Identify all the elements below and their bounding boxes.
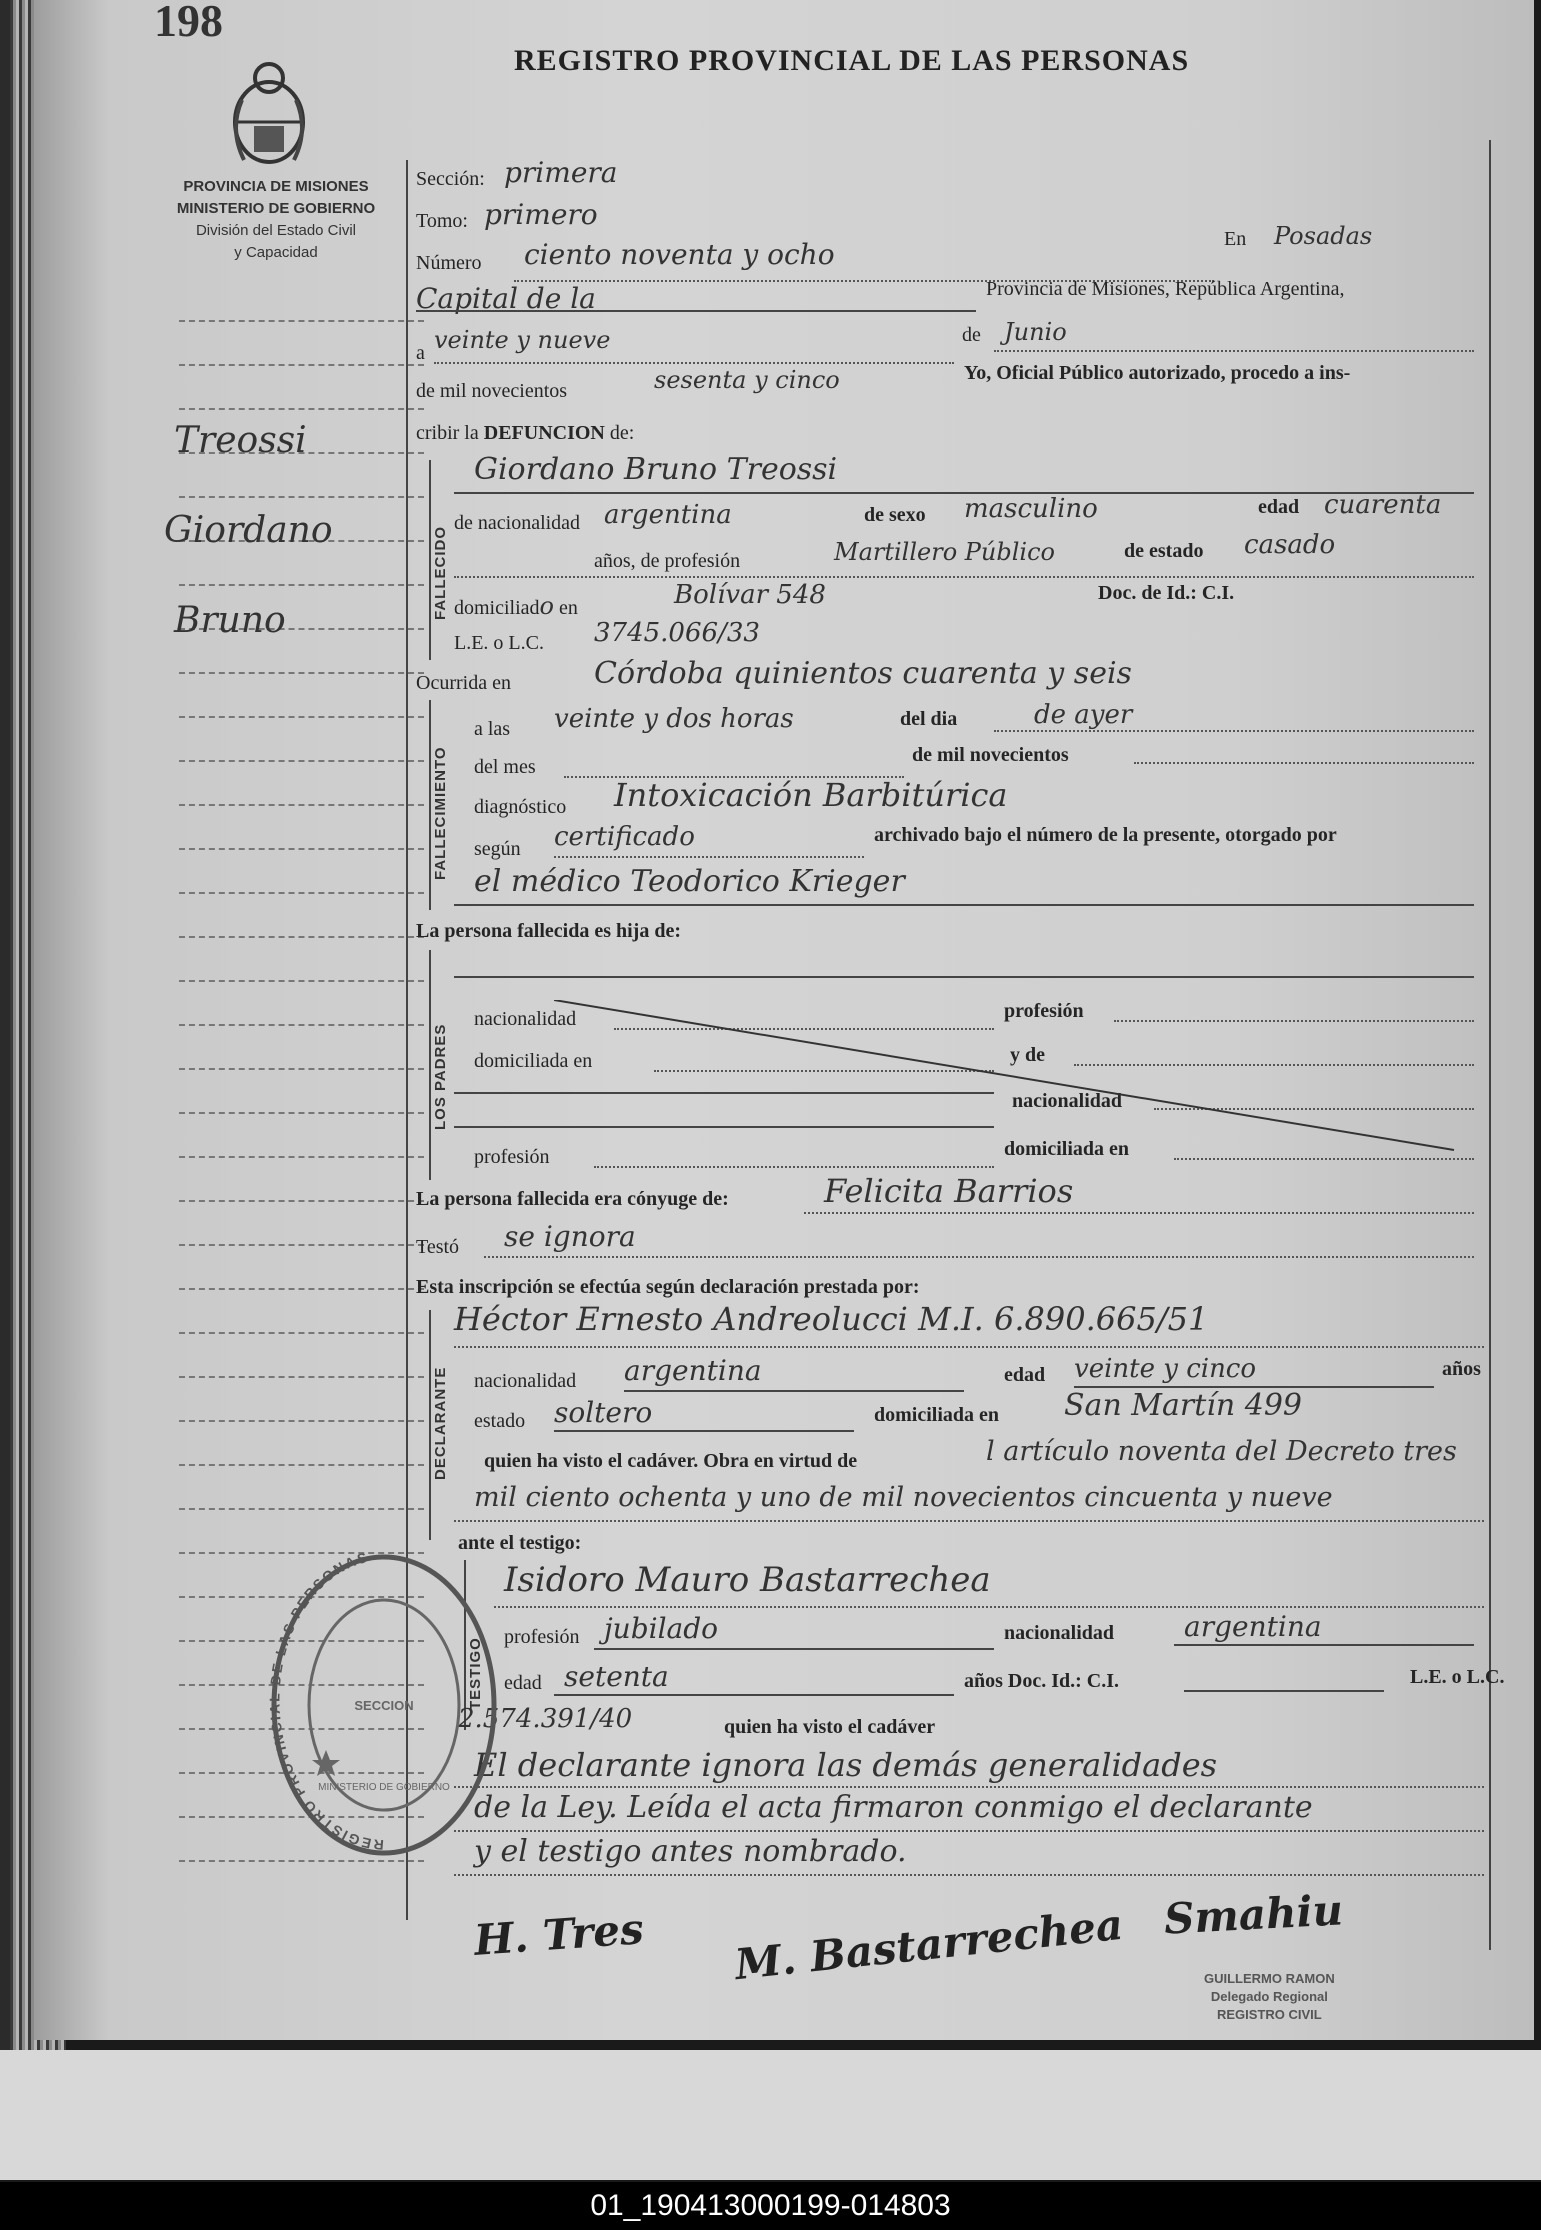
mil-line bbox=[1134, 762, 1474, 764]
le-value: 3745.066/33 bbox=[594, 618, 760, 648]
a-las-label: a las bbox=[474, 718, 511, 740]
a-label: a bbox=[416, 342, 425, 364]
del-mes-label: del mes bbox=[474, 756, 536, 778]
ministry-name: MINISTERIO DE GOBIERNO bbox=[176, 200, 376, 217]
obs-line-b bbox=[454, 1830, 1484, 1832]
testigo-profesion-label: profesión bbox=[504, 1626, 580, 1648]
official-stamp-line-3: REGISTRO CIVIL bbox=[1216, 2007, 1322, 2022]
domicilio-en-label: en bbox=[559, 597, 578, 619]
cancel-strike-line bbox=[554, 1000, 1474, 1160]
seal-inner-text: SECCION bbox=[354, 1698, 414, 1713]
le-label: L.E. o L.C. bbox=[454, 632, 544, 654]
padres-section-label: LOS PADRES bbox=[432, 1023, 449, 1130]
declarante-edad-value: veinte y cinco bbox=[1074, 1354, 1257, 1384]
estado-value: casado bbox=[1244, 530, 1336, 560]
testo-value: se ignora bbox=[504, 1220, 636, 1253]
madre-profesion-line bbox=[594, 1166, 994, 1168]
image-id-caption: 01_190413000199-014803 bbox=[0, 2182, 1541, 2230]
padres-bracket bbox=[429, 950, 431, 1180]
tomo-value: primero bbox=[484, 198, 598, 231]
margin-rule-line bbox=[179, 1024, 424, 1026]
ocurrida-label: Ocurrida en bbox=[416, 672, 511, 694]
sexo-value: masculino bbox=[964, 494, 1098, 524]
diagnostico-label: diagnóstico bbox=[474, 796, 567, 818]
testigo-quien-text: quien ha visto el cadáver bbox=[724, 1716, 936, 1738]
ante-testigo-label: ante el testigo: bbox=[458, 1532, 582, 1554]
declarante-quien-text: quien ha visto el cadáver. Obra en virtud de bbox=[484, 1450, 858, 1472]
margin-rule-line bbox=[179, 760, 424, 762]
diagnostico-value: Intoxicación Barbitúrica bbox=[614, 776, 1008, 814]
edad-value: cuarenta bbox=[1324, 490, 1442, 520]
margin-rule-line bbox=[179, 1112, 424, 1114]
declarante-obra-value-2: mil ciento ochenta y uno de mil novecientos cincuenta y nueve bbox=[474, 1482, 1333, 1513]
del-dia-label: del dia bbox=[900, 708, 958, 730]
margin-rule-line bbox=[179, 408, 424, 410]
declarante-obra-line bbox=[454, 1520, 1484, 1522]
en-value: Posadas bbox=[1274, 222, 1373, 250]
declarante-nacionalidad-value: argentina bbox=[624, 1354, 762, 1387]
margin-rule-line bbox=[179, 584, 424, 586]
testigo-le-value: 2.574.391/40 bbox=[458, 1704, 633, 1734]
declarante-anios-label: años bbox=[1442, 1358, 1481, 1380]
conyuge-line bbox=[804, 1212, 1474, 1214]
declarante-name-value: Héctor Ernesto Andreolucci M.I. 6.890.665/51 bbox=[454, 1300, 1209, 1338]
seal-bottom-text: MINISTERIO DE GOBIERNO bbox=[318, 1782, 450, 1793]
register-page bbox=[34, 0, 1534, 2040]
profesion-value: Martillero Público bbox=[834, 538, 1055, 566]
coat-of-arms-icon bbox=[224, 60, 314, 170]
padre-name-line bbox=[454, 976, 1474, 978]
medico-value: el médico Teodorico Krieger bbox=[474, 864, 905, 899]
page-title: REGISTRO PROVINCIAL DE LAS PERSONAS bbox=[514, 44, 1190, 77]
anio-value: sesenta y cinco bbox=[654, 366, 840, 394]
province-name: PROVINCIA DE MISIONES bbox=[183, 178, 369, 195]
tomo-label: Tomo: bbox=[416, 210, 468, 232]
nacionalidad-label: de nacionalidad bbox=[454, 512, 581, 534]
seal-outer-text: REGISTRO PROVINCIAL DE LAS PERSONAS bbox=[266, 1550, 385, 1854]
conyuge-label: La persona fallecida era cónyuge de: bbox=[416, 1188, 729, 1210]
archivado-text: archivado bajo el número de la presente, otorgado por bbox=[874, 824, 1337, 846]
sexo-label: de sexo bbox=[864, 504, 926, 526]
y-de-label: y de bbox=[1010, 1044, 1045, 1066]
declarante-nacionalidad-label: nacionalidad bbox=[474, 1370, 577, 1392]
official-stamp-line-2: Delegado Regional bbox=[1210, 1989, 1328, 2004]
anios-label: años, de profesión bbox=[594, 550, 741, 572]
margin-rule-line bbox=[179, 1156, 424, 1158]
observaciones-line-2: de la Ley. Leída el acta firmaron conmigo el declarante bbox=[474, 1790, 1313, 1825]
declarante-section-label: DECLARANTE bbox=[432, 1366, 449, 1480]
padre-profesion-label: profesión bbox=[1004, 1000, 1084, 1022]
margin-rule-line bbox=[179, 1376, 424, 1378]
padre-domicilio-label: domiciliada en bbox=[474, 1050, 593, 1072]
madre-profesion-label: profesión bbox=[474, 1146, 550, 1168]
margin-rule-line bbox=[179, 320, 424, 322]
testigo-name-line bbox=[494, 1606, 1484, 1608]
testigo-doc-line bbox=[1184, 1690, 1384, 1692]
declarante-estado-value: soltero bbox=[554, 1396, 653, 1429]
oficial-text: Yo, Oficial Público autorizado, procedo a ins- bbox=[964, 362, 1351, 384]
margin-rule-line bbox=[179, 1068, 424, 1070]
testigo-edad-line bbox=[554, 1694, 954, 1696]
margin-rule-line bbox=[179, 1332, 424, 1334]
declarante-edad-label: edad bbox=[1004, 1364, 1046, 1386]
margin-middle-name: Bruno bbox=[174, 600, 286, 641]
dia-ocurrido-line bbox=[994, 730, 1474, 732]
inscribir-text: cribir la bbox=[416, 422, 479, 444]
declarante-name-line bbox=[454, 1346, 1484, 1348]
declarante-estado-line bbox=[554, 1430, 854, 1432]
segun-label: según bbox=[474, 838, 521, 860]
estado-label: de estado bbox=[1124, 540, 1204, 562]
testigo-nacionalidad-value: argentina bbox=[1184, 1610, 1322, 1643]
margin-rule-line bbox=[179, 716, 424, 718]
segun-line bbox=[554, 856, 864, 858]
defuncion-text: DEFUNCION bbox=[483, 422, 605, 444]
declarante-bracket bbox=[429, 1310, 431, 1540]
observaciones-line-3: y el testigo antes nombrado. bbox=[474, 1834, 907, 1869]
province-header bbox=[146, 176, 406, 264]
inscripcion-text: Esta inscripción se efectúa según declaración prestada por: bbox=[416, 1276, 920, 1298]
madre-nacionalidad-label: nacionalidad bbox=[1012, 1090, 1123, 1112]
numero-label: Número bbox=[416, 252, 482, 274]
testo-line bbox=[484, 1256, 1474, 1258]
edad-label: edad bbox=[1258, 496, 1300, 518]
margin-surname: Treossi bbox=[174, 420, 307, 461]
testigo-signature: M. Bastarrechea bbox=[732, 1899, 1126, 1990]
scanner-background bbox=[0, 2050, 1541, 2180]
fallecido-section-label: FALLECIDO bbox=[432, 526, 449, 620]
en-label: En bbox=[1224, 228, 1247, 250]
margin-rule-line bbox=[179, 936, 424, 938]
testigo-edad-label: edad bbox=[504, 1672, 542, 1694]
margin-rule-line bbox=[179, 1508, 424, 1510]
declarante-estado-label: estado bbox=[474, 1410, 526, 1432]
margin-rule-line bbox=[179, 496, 424, 498]
official-stamp bbox=[1204, 1970, 1335, 2024]
anio-label: de mil novecientos bbox=[416, 380, 568, 402]
margin-first-name: Giordano bbox=[164, 510, 333, 551]
testigo-profesion-value: jubilado bbox=[604, 1612, 719, 1645]
fallecido-bracket bbox=[429, 460, 431, 660]
testigo-section-label: TESTIGO bbox=[467, 1637, 484, 1710]
mes-value: Junio bbox=[1004, 318, 1067, 346]
seccion-label: Sección: bbox=[416, 168, 485, 190]
testigo-name-value: Isidoro Mauro Bastarrechea bbox=[504, 1560, 991, 1600]
fallecimiento-bracket bbox=[429, 700, 431, 910]
capital-value: Capital de la bbox=[416, 282, 596, 315]
dia-ocurrido-value: de ayer bbox=[1034, 700, 1133, 730]
declarante-domicilio-value: San Martín 499 bbox=[1064, 1388, 1303, 1423]
fallecimiento-section-label: FALLECIMIENTO bbox=[432, 746, 449, 880]
testo-label: Testó bbox=[416, 1236, 460, 1258]
testigo-nacionalidad-line bbox=[1174, 1644, 1474, 1646]
hora-value: veinte y dos horas bbox=[554, 704, 794, 734]
division-name-2: y Capacidad bbox=[234, 244, 318, 261]
provincia-text: Provincia de Misiones, República Argentina, bbox=[986, 278, 1345, 300]
testigo-le-label: L.E. o L.C. bbox=[1410, 1666, 1505, 1688]
margin-rule-line bbox=[179, 1200, 424, 1202]
medico-line bbox=[454, 904, 1474, 906]
numero-value: ciento noventa y ocho bbox=[524, 238, 835, 271]
madre-domicilio-label: domiciliada en bbox=[1004, 1138, 1130, 1160]
obs-line-c bbox=[454, 1874, 1484, 1876]
domicilio-line bbox=[454, 592, 578, 620]
margin-rule-line bbox=[179, 804, 424, 806]
margin-rule-line bbox=[179, 1288, 424, 1290]
segun-value: certificado bbox=[554, 822, 695, 852]
margin-rule-line bbox=[179, 1464, 424, 1466]
testigo-nacionalidad-label: nacionalidad bbox=[1004, 1622, 1115, 1644]
official-seal-icon bbox=[264, 1550, 504, 1870]
doc-label: Doc. de Id.: C.I. bbox=[1098, 582, 1235, 604]
padres-intro: La persona fallecida es hija de: bbox=[416, 920, 681, 942]
declarante-obra-value: l artículo noventa del Decreto tres bbox=[986, 1436, 1457, 1467]
de-label: de bbox=[962, 324, 981, 346]
conyuge-value: Felicita Barrios bbox=[824, 1172, 1074, 1210]
division-name: División del Estado Civil bbox=[195, 222, 357, 239]
dia-line bbox=[434, 362, 954, 364]
domicilio-suffix: o bbox=[539, 592, 554, 620]
official-stamp-line-1: GUILLERMO RAMON bbox=[1204, 1971, 1335, 1986]
official-signature: Smahiu bbox=[1162, 1885, 1345, 1944]
obs-line-a bbox=[454, 1786, 1484, 1788]
declarante-signature: H. Tres bbox=[472, 1904, 646, 1965]
mes-line bbox=[994, 350, 1474, 352]
dia-value: veinte y nueve bbox=[434, 326, 611, 354]
declarante-nacionalidad-line bbox=[624, 1390, 964, 1392]
margin-rule-line bbox=[179, 364, 424, 366]
margin-rule-line bbox=[179, 980, 424, 982]
declarante-domicilio-label: domiciliada en bbox=[874, 1404, 1000, 1426]
margin-rule-line bbox=[179, 892, 424, 894]
folio-number: 198 bbox=[154, 0, 223, 46]
domicilio-label: domiciliad bbox=[454, 597, 540, 619]
nacionalidad-value: argentina bbox=[604, 500, 732, 530]
inscribir-line bbox=[416, 422, 634, 445]
margin-rule-line bbox=[179, 1244, 424, 1246]
testigo-anios-label: años Doc. Id.: C.I. bbox=[964, 1670, 1120, 1692]
testigo-edad-value: setenta bbox=[564, 1660, 669, 1693]
observaciones-line-1: El declarante ignora las demás generalidades bbox=[474, 1746, 1218, 1784]
seccion-value: primera bbox=[504, 156, 618, 189]
de-colon: de: bbox=[609, 422, 635, 444]
padre-nacionalidad-label: nacionalidad bbox=[474, 1008, 577, 1030]
margin-rule-line bbox=[179, 848, 424, 850]
margin-rule-line bbox=[179, 672, 424, 674]
domicilio-value: Bolívar 548 bbox=[674, 580, 826, 610]
deceased-name-value: Giordano Bruno Treossi bbox=[474, 452, 838, 487]
margin-rule-line bbox=[179, 1420, 424, 1422]
capital-line bbox=[416, 310, 976, 312]
ocurrida-value: Córdoba quinientos cuarenta y seis bbox=[594, 656, 1132, 691]
mil-label: de mil novecientos bbox=[912, 744, 1069, 766]
testigo-profesion-line bbox=[594, 1648, 994, 1650]
profesion-line bbox=[454, 576, 1474, 578]
